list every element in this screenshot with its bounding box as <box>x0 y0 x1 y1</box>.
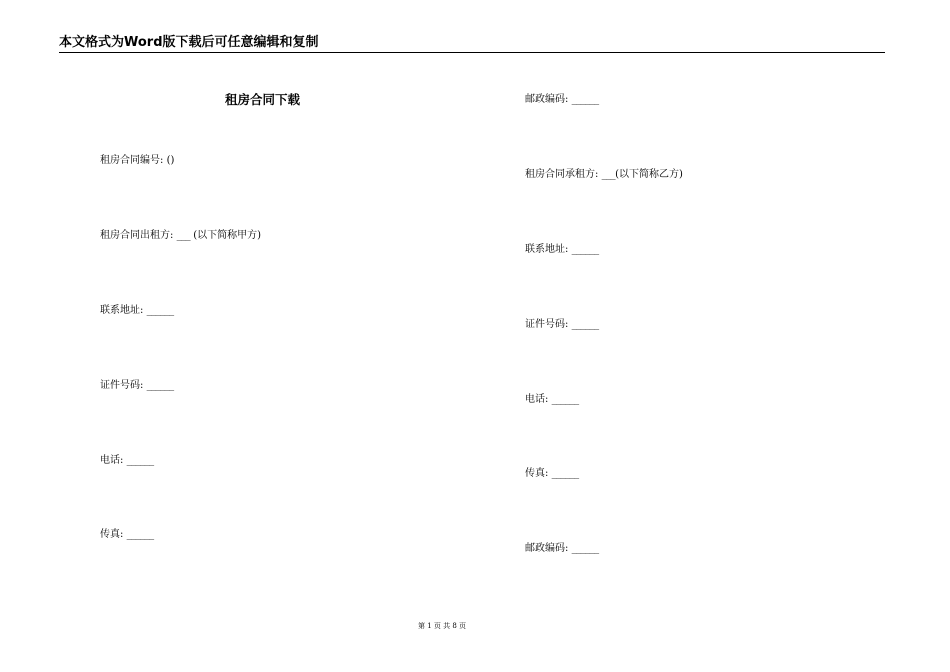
lessor-fax-label: 传真: <box>100 529 127 540</box>
lessee-id-label: 证件号码: <box>525 319 572 330</box>
lessor-label: 租房合同出租方: <box>100 230 177 241</box>
document-title: 租房合同下载 <box>224 92 300 107</box>
lessee-phone-field <box>525 393 579 407</box>
lessee-phone-label: 电话: <box>525 394 552 405</box>
lessor-fax-field <box>100 528 154 542</box>
lessee-field <box>525 168 683 182</box>
lessor-id-field <box>100 379 174 393</box>
page-header <box>59 34 885 53</box>
lessee-address-blank: ______ <box>571 244 599 255</box>
lessor-phone-blank: ______ <box>126 455 154 466</box>
page-number: 第 1 页 共 8 页 <box>417 622 467 630</box>
lessee-phone-blank: ______ <box>551 394 579 405</box>
page-header-text: 本文格式为Word版下载后可任意编辑和复制 <box>59 35 319 50</box>
lessor-address-label: 联系地址: <box>100 305 147 316</box>
contract-number-value: () <box>166 155 175 166</box>
lessee-postcode-blank: ______ <box>571 543 599 554</box>
contract-number-label: 租房合同编号: <box>100 155 167 166</box>
lessor-postcode-label: 邮政编码: <box>525 94 572 105</box>
lessee-id-field <box>525 318 599 332</box>
lessor-field <box>100 229 261 243</box>
lessee-fax-label: 传真: <box>525 468 552 479</box>
lessee-postcode-label: 邮政编码: <box>525 543 572 554</box>
lessee-note: (以下简称乙方) <box>615 169 683 180</box>
lessor-blank: ___ <box>176 230 191 241</box>
lessee-postcode-field <box>525 542 599 556</box>
lessee-fax-blank: ______ <box>551 468 579 479</box>
lessee-id-blank: ______ <box>571 319 599 330</box>
lessor-postcode-field <box>525 93 599 107</box>
lessor-id-label: 证件号码: <box>100 380 147 391</box>
lessor-id-blank: ______ <box>146 380 174 391</box>
lessee-blank: ___ <box>601 169 616 180</box>
lessee-label: 租房合同承租方: <box>525 169 602 180</box>
contract-number-field <box>100 154 174 168</box>
lessor-fax-blank: ______ <box>126 529 154 540</box>
lessor-address-blank: ______ <box>146 305 174 316</box>
lessor-address-field <box>100 304 174 318</box>
lessor-postcode-blank: ______ <box>571 94 599 105</box>
lessor-phone-label: 电话: <box>100 455 127 466</box>
lessee-address-field <box>525 243 599 257</box>
lessee-address-label: 联系地址: <box>525 244 572 255</box>
lessee-fax-field <box>525 467 579 481</box>
lessor-note: (以下简称甲方) <box>190 230 262 241</box>
lessor-phone-field <box>100 454 154 468</box>
